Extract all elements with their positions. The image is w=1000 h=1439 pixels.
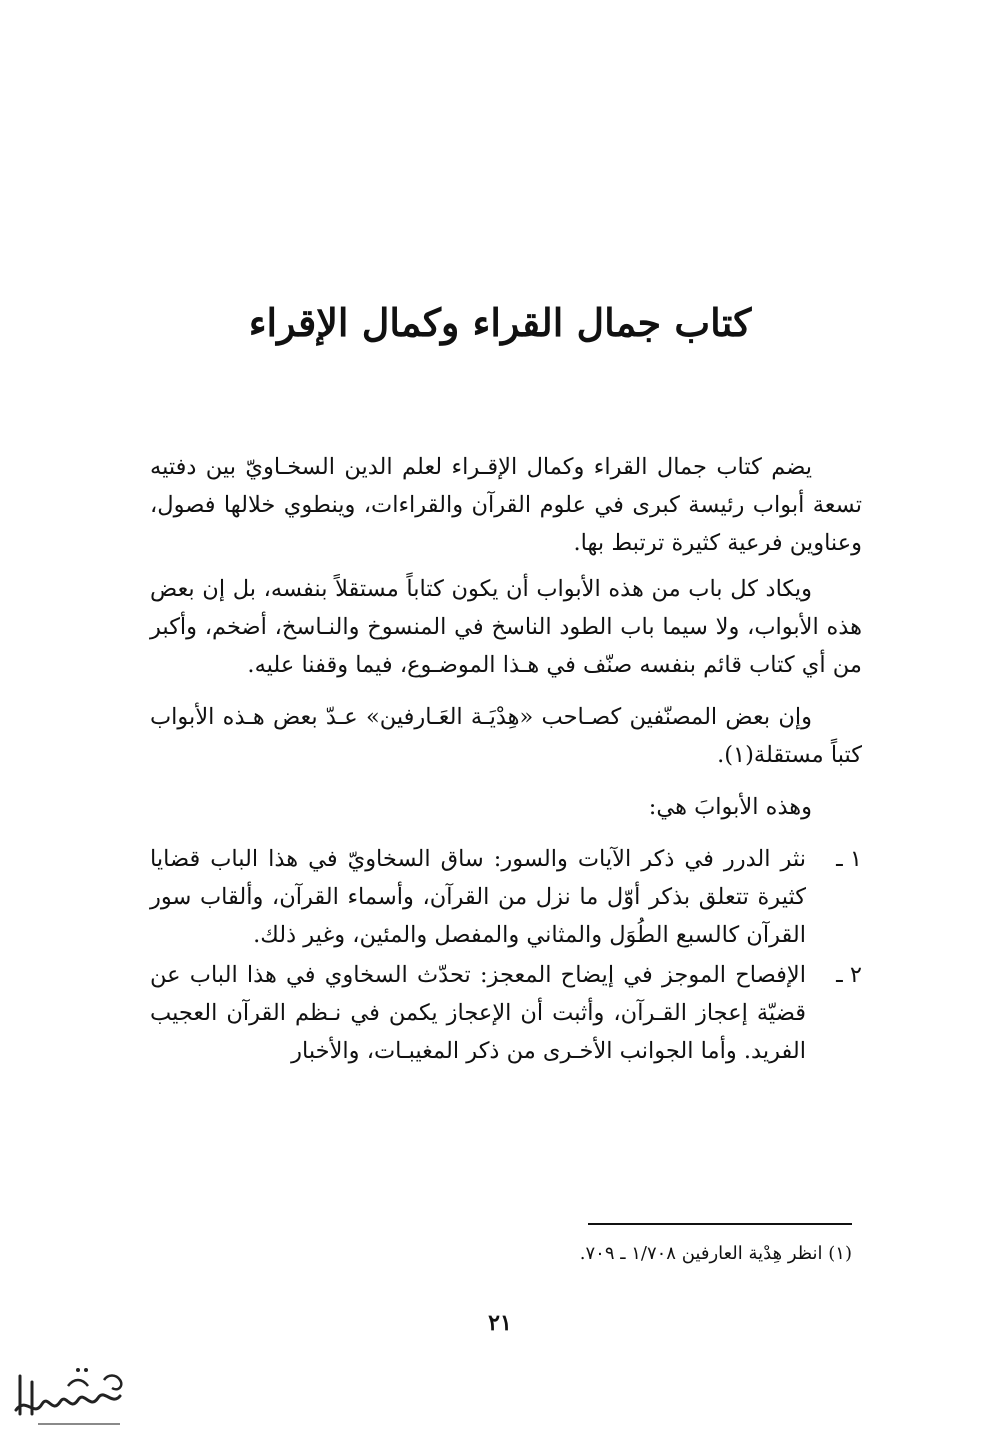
page-number: ٢١ (488, 1310, 512, 1336)
list-item-text: الإفصاح الموجز في إيضاح المعجز: تحدّث السخاوي في هذا الباب عن قضيّة إعجاز القـرآن، وأثبت أن الإعجاز يكمن في نـظم القرآن العجيب الفريد. وأما الجوانب الأخـرى من ذكر المغيبـات، والأخبار (150, 962, 806, 1064)
footnote: (١) انظر هِدْية العارفين ١/٧٠٨ ـ ٧٠٩. (579, 1243, 852, 1264)
paragraph-4: وهذه الأبوابَ هي: (648, 794, 812, 820)
chapters-list (150, 840, 862, 1070)
list-item (150, 956, 862, 1070)
paragraph-3: وإن بعض المصنّفين كصـاحب «هِدْيَـة العَـارفين» عـدّ بعض هـذه الأبواب كتباً مستقلة(١). (150, 704, 862, 768)
list-item (150, 840, 862, 954)
list-item-text: نثر الدرر في ذكر الآيات والسور: ساق السخاويّ في هذا الباب قضايا كثيرة تتعلق بذكر أوّل ما نزل من القرآن، وأسماء القرآن، وألقاب سور القرآن كالسبع الطُوَل والمثاني والمفصل والمئين، وغير ذلك. (150, 846, 806, 948)
list-item-number: ١ ـ (836, 846, 862, 872)
paragraph-2: ويكاد كل باب من هذه الأبواب أن يكون كتاباً مستقلاً بنفسه، بل إن بعض هذه الأبواب، ولا سيما باب الطود الناسخ في المنسوخ والنـاسخ، أضخم، وأكبر من أي كتاب قائم بنفسه صنّف في هـذا الموضـوع، فيما وقفنا عليه. (150, 576, 862, 678)
page-title: كتاب جمال القراء وكمال الإقراء (248, 300, 752, 345)
paragraph-1: يضم كتاب جمال القراء وكمال الإقـراء لعلم الدين السخـاويّ بين دفتيه تسعة أبواب رئيسة كبرى في علوم القرآن والقراءات، وينطوي خلالها فصول، وعناوين فرعية كثيرة ترتبط بها. (150, 454, 862, 556)
calligraphy-stamp-icon (8, 1356, 138, 1432)
list-item-number: ٢ ـ (836, 962, 862, 988)
footnote-divider (588, 1223, 852, 1225)
body-text (150, 448, 862, 1072)
